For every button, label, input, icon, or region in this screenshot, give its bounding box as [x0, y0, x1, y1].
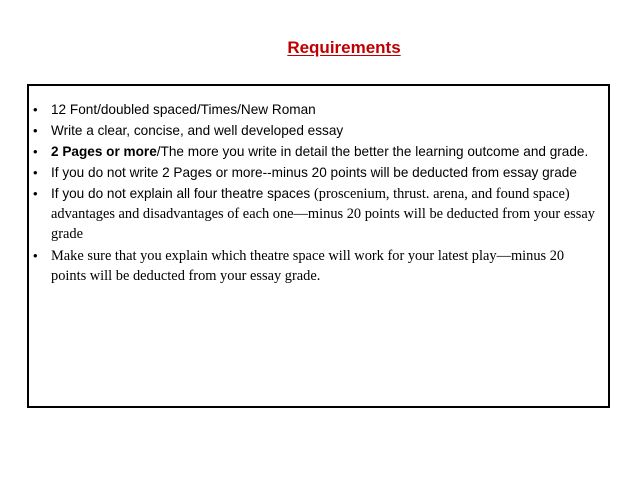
bullet-icon: •	[33, 144, 38, 159]
item-text: If you do not write 2 Pages or more--minus 20 points will be deducted from essay grade	[51, 165, 577, 180]
list-item	[29, 184, 608, 244]
bullet-icon: •	[33, 102, 38, 117]
page-title: Requirements	[287, 38, 401, 57]
item-text: 12 Font/doubled spaced/Times/New Roman	[51, 102, 316, 117]
item-text: If you do not explain all four theatre spaces	[51, 186, 314, 201]
bullet-icon: •	[33, 186, 38, 201]
bullet-icon: •	[33, 248, 38, 263]
list-item	[29, 142, 608, 161]
list-item	[29, 100, 608, 119]
list-item	[29, 163, 608, 182]
bullet-icon: •	[33, 123, 38, 138]
bullet-icon: •	[33, 165, 38, 180]
requirements-box	[27, 84, 610, 408]
item-bold-text: 2 Pages or more	[51, 144, 157, 159]
item-serif-text: Make sure that you explain which theatre space will work for your latest play—minus 20 points will be deducted from your essay grade.	[51, 248, 565, 284]
requirements-list	[29, 100, 608, 288]
item-text: Write a clear, concise, and well developed essay	[51, 123, 344, 138]
list-item	[29, 246, 608, 286]
item-serif-text: (proscenium, thrust. arena, and found space) advantages and disadvantages of each one—minus 20 points will be deducted from your essay grade	[51, 186, 595, 242]
list-item	[29, 121, 608, 140]
item-text: /The more you write in detail the better the learning outcome and grade.	[156, 144, 589, 159]
